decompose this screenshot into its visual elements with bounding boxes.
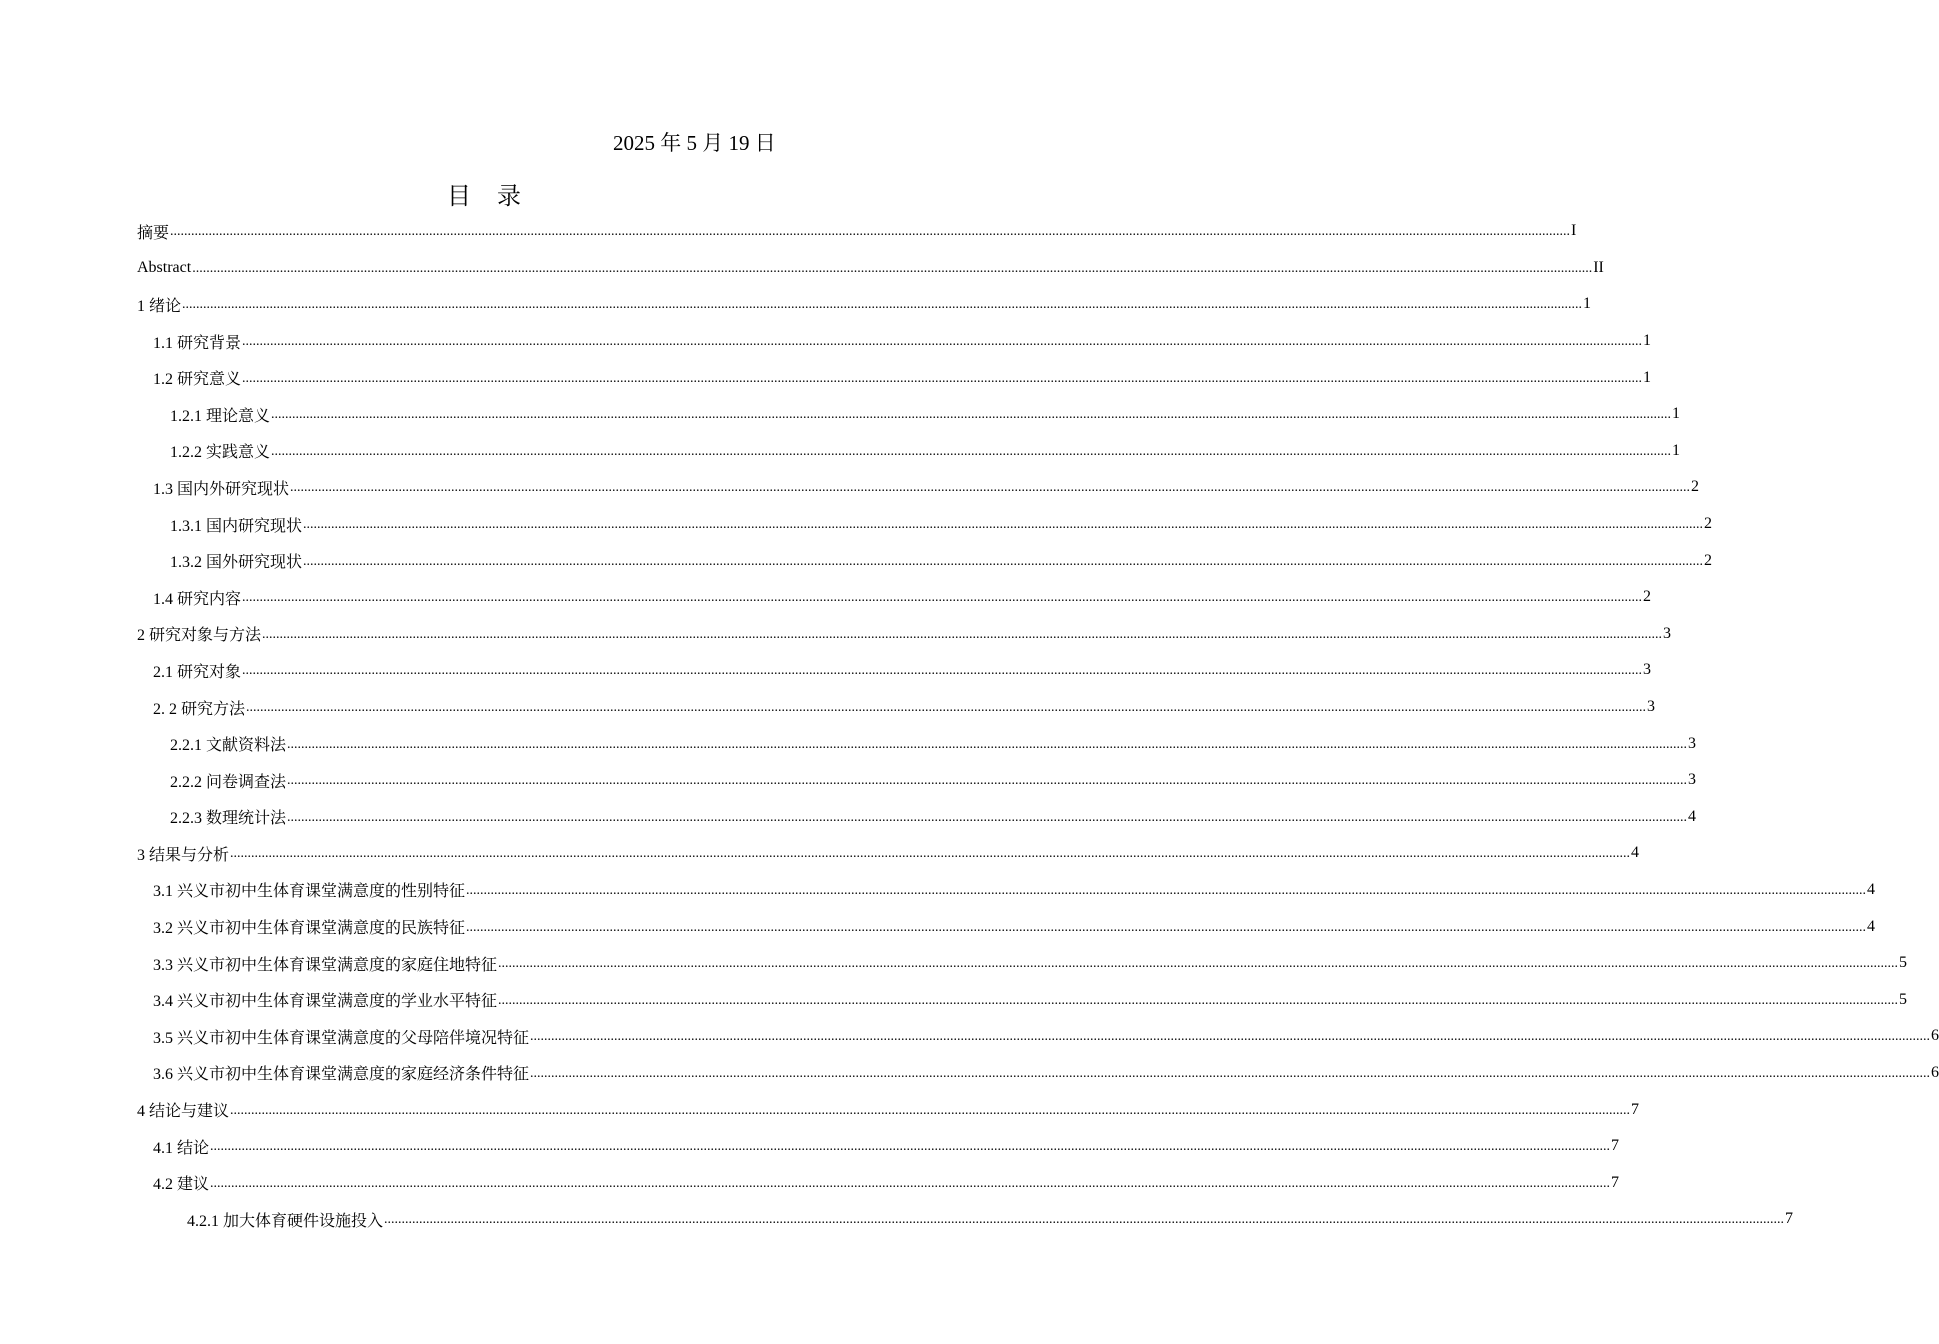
- toc-entry[interactable]: [137, 652, 1652, 689]
- toc-entry-page-number: 3: [1688, 771, 1697, 789]
- toc-entry-title: 3 结果与分析: [137, 846, 230, 864]
- toc-entry-page-number: 1: [1672, 441, 1681, 459]
- toc-entry[interactable]: [137, 396, 1681, 433]
- toc-dot-leader: ................................................................................................................................................................................................................................................................................................................................................................................................................: [170, 224, 1571, 240]
- toc-dot-leader: ................................................................................................................................................................................................................................................................................................................................................................................................................: [271, 407, 1672, 423]
- toc-dot-leader: ................................................................................................................................................................................................................................................................................................................................................................................................................: [271, 443, 1672, 459]
- toc-entry[interactable]: [137, 725, 1697, 762]
- table-of-contents: [137, 213, 1939, 1238]
- toc-entry[interactable]: [137, 908, 1876, 945]
- toc-entry-title: 1 绪论: [137, 297, 182, 315]
- toc-dot-leader: ................................................................................................................................................................................................................................................................................................................................................................................................................: [303, 517, 1704, 533]
- toc-entry-page-number: 3: [1688, 734, 1697, 752]
- toc-entry-title: 2. 2 研究方法: [153, 700, 246, 718]
- toc-entry-title: 1.1 研究背景: [153, 334, 242, 352]
- toc-entry[interactable]: [137, 1091, 1640, 1128]
- toc-entry[interactable]: [137, 1018, 1939, 1055]
- toc-entry[interactable]: [137, 762, 1697, 799]
- toc-entry-page-number: 5: [1899, 954, 1908, 972]
- toc-entry-page-number: 2: [1704, 551, 1713, 569]
- toc-dot-leader: ................................................................................................................................................................................................................................................................................................................................................................................................................: [262, 626, 1663, 642]
- toc-entry-page-number: 7: [1611, 1137, 1620, 1155]
- toc-dot-leader: ................................................................................................................................................................................................................................................................................................................................................................................................................: [290, 480, 1691, 496]
- toc-entry-page-number: 6: [1931, 1027, 1939, 1045]
- toc-entry[interactable]: [137, 1128, 1620, 1165]
- toc-dot-leader: ................................................................................................................................................................................................................................................................................................................................................................................................................: [530, 1065, 1931, 1081]
- toc-dot-leader: ................................................................................................................................................................................................................................................................................................................................................................................................................: [498, 992, 1899, 1008]
- toc-dot-leader: ................................................................................................................................................................................................................................................................................................................................................................................................................: [466, 919, 1867, 935]
- toc-dot-leader: ................................................................................................................................................................................................................................................................................................................................................................................................................: [242, 590, 1643, 606]
- toc-entry[interactable]: [137, 835, 1640, 872]
- toc-entry[interactable]: [137, 616, 1672, 653]
- toc-entry-title: 1.3 国内外研究现状: [153, 480, 290, 498]
- toc-entry[interactable]: [137, 799, 1697, 836]
- toc-entry[interactable]: [137, 250, 1604, 287]
- toc-entry-title: 1.3.1 国内研究现状: [170, 517, 303, 535]
- toc-entry-title: 3.1 兴义市初中生体育课堂满意度的性别特征: [153, 883, 466, 901]
- toc-entry[interactable]: [137, 213, 1577, 250]
- toc-dot-leader: ................................................................................................................................................................................................................................................................................................................................................................................................................: [242, 334, 1643, 350]
- toc-entry-page-number: 4: [1867, 880, 1876, 898]
- toc-entry[interactable]: [137, 286, 1592, 323]
- toc-entry-page-number: 3: [1643, 661, 1652, 679]
- toc-entry[interactable]: [137, 945, 1908, 982]
- toc-title: 目 录: [447, 184, 531, 210]
- toc-entry-page-number: 2: [1643, 588, 1652, 606]
- toc-dot-leader: ................................................................................................................................................................................................................................................................................................................................................................................................................: [192, 260, 1593, 276]
- toc-entry-title: 3.4 兴义市初中生体育课堂满意度的学业水平特征: [153, 993, 498, 1011]
- toc-entry-page-number: 3: [1663, 624, 1672, 642]
- toc-entry-page-number: 4: [1688, 807, 1697, 825]
- document-date: 2025 年 5 月 19 日: [613, 131, 776, 155]
- toc-entry[interactable]: [137, 323, 1652, 360]
- toc-entry-page-number: 5: [1899, 990, 1908, 1008]
- toc-entry[interactable]: [137, 506, 1713, 543]
- toc-entry-page-number: 1: [1643, 332, 1652, 350]
- toc-dot-leader: ................................................................................................................................................................................................................................................................................................................................................................................................................: [230, 846, 1631, 862]
- toc-entry-page-number: 7: [1785, 1210, 1794, 1228]
- toc-entry-page-number: II: [1593, 258, 1604, 276]
- toc-entry-title: 4 结论与建议: [137, 1103, 230, 1121]
- toc-entry[interactable]: [137, 981, 1908, 1018]
- toc-dot-leader: ................................................................................................................................................................................................................................................................................................................................................................................................................: [242, 370, 1643, 386]
- toc-entry-page-number: 1: [1583, 295, 1592, 313]
- toc-entry-page-number: 3: [1647, 698, 1656, 716]
- toc-dot-leader: ................................................................................................................................................................................................................................................................................................................................................................................................................: [242, 663, 1643, 679]
- toc-entry-page-number: 2: [1691, 478, 1700, 496]
- toc-dot-leader: ................................................................................................................................................................................................................................................................................................................................................................................................................: [498, 956, 1899, 972]
- toc-entry-page-number: 1: [1643, 368, 1652, 386]
- toc-entry-page-number: 1: [1672, 405, 1681, 423]
- toc-entry[interactable]: [137, 469, 1700, 506]
- toc-dot-leader: ................................................................................................................................................................................................................................................................................................................................................................................................................: [230, 1102, 1631, 1118]
- toc-dot-leader: ................................................................................................................................................................................................................................................................................................................................................................................................................: [246, 700, 1647, 716]
- toc-entry-title: 4.1 结论: [153, 1139, 210, 1157]
- toc-entry-title: Abstract: [137, 258, 192, 276]
- toc-entry-page-number: I: [1571, 222, 1577, 240]
- toc-dot-leader: ................................................................................................................................................................................................................................................................................................................................................................................................................: [384, 1212, 1785, 1228]
- toc-entry-page-number: 4: [1867, 917, 1876, 935]
- toc-dot-leader: ................................................................................................................................................................................................................................................................................................................................................................................................................: [210, 1175, 1611, 1191]
- toc-entry[interactable]: [137, 359, 1652, 396]
- toc-entry-title: 2.2.1 文献资料法: [170, 737, 287, 755]
- toc-entry-page-number: 7: [1611, 1173, 1620, 1191]
- toc-entry[interactable]: [137, 579, 1652, 616]
- toc-dot-leader: ................................................................................................................................................................................................................................................................................................................................................................................................................: [287, 809, 1688, 825]
- toc-dot-leader: ................................................................................................................................................................................................................................................................................................................................................................................................................: [287, 773, 1688, 789]
- toc-entry[interactable]: [137, 542, 1713, 579]
- toc-entry[interactable]: [137, 1201, 1794, 1238]
- toc-entry-title: 3.2 兴义市初中生体育课堂满意度的民族特征: [153, 920, 466, 938]
- toc-entry-title: 2.2.2 问卷调查法: [170, 773, 287, 791]
- toc-entry-title: 1.2.2 实践意义: [170, 444, 271, 462]
- toc-entry-title: 3.3 兴义市初中生体育课堂满意度的家庭住地特征: [153, 956, 498, 974]
- toc-entry-title: 4.2.1 加大体育硬件设施投入: [187, 1212, 384, 1230]
- toc-dot-leader: ................................................................................................................................................................................................................................................................................................................................................................................................................: [182, 297, 1583, 313]
- toc-entry-title: 4.2 建议: [153, 1176, 210, 1194]
- toc-entry-page-number: 4: [1631, 844, 1640, 862]
- toc-entry[interactable]: [137, 689, 1656, 726]
- toc-dot-leader: ................................................................................................................................................................................................................................................................................................................................................................................................................: [287, 736, 1688, 752]
- toc-entry-title: 2.1 研究对象: [153, 663, 242, 681]
- toc-dot-leader: ................................................................................................................................................................................................................................................................................................................................................................................................................: [210, 1139, 1611, 1155]
- toc-entry[interactable]: [137, 872, 1876, 909]
- toc-entry-title: 3.5 兴义市初中生体育课堂满意度的父母陪伴境况特征: [153, 1029, 530, 1047]
- toc-entry-page-number: 6: [1931, 1063, 1939, 1081]
- toc-entry-title: 2.2.3 数理统计法: [170, 810, 287, 828]
- toc-dot-leader: ................................................................................................................................................................................................................................................................................................................................................................................................................: [530, 1029, 1931, 1045]
- toc-entry-title: 3.6 兴义市初中生体育课堂满意度的家庭经济条件特征: [153, 1066, 530, 1084]
- toc-entry-page-number: 7: [1631, 1100, 1640, 1118]
- toc-entry[interactable]: [137, 1055, 1939, 1092]
- toc-entry-page-number: 2: [1704, 515, 1713, 533]
- toc-entry-title: 1.2.1 理论意义: [170, 407, 271, 425]
- toc-entry[interactable]: [137, 1164, 1620, 1201]
- toc-entry-title: 1.3.2 国外研究现状: [170, 554, 303, 572]
- toc-entry-title: 2 研究对象与方法: [137, 627, 262, 645]
- toc-entry-title: 1.4 研究内容: [153, 590, 242, 608]
- toc-dot-leader: ................................................................................................................................................................................................................................................................................................................................................................................................................: [303, 553, 1704, 569]
- toc-entry[interactable]: [137, 433, 1681, 470]
- toc-dot-leader: ................................................................................................................................................................................................................................................................................................................................................................................................................: [466, 882, 1867, 898]
- toc-entry-title: 摘要: [137, 224, 170, 242]
- toc-entry-title: 1.2 研究意义: [153, 371, 242, 389]
